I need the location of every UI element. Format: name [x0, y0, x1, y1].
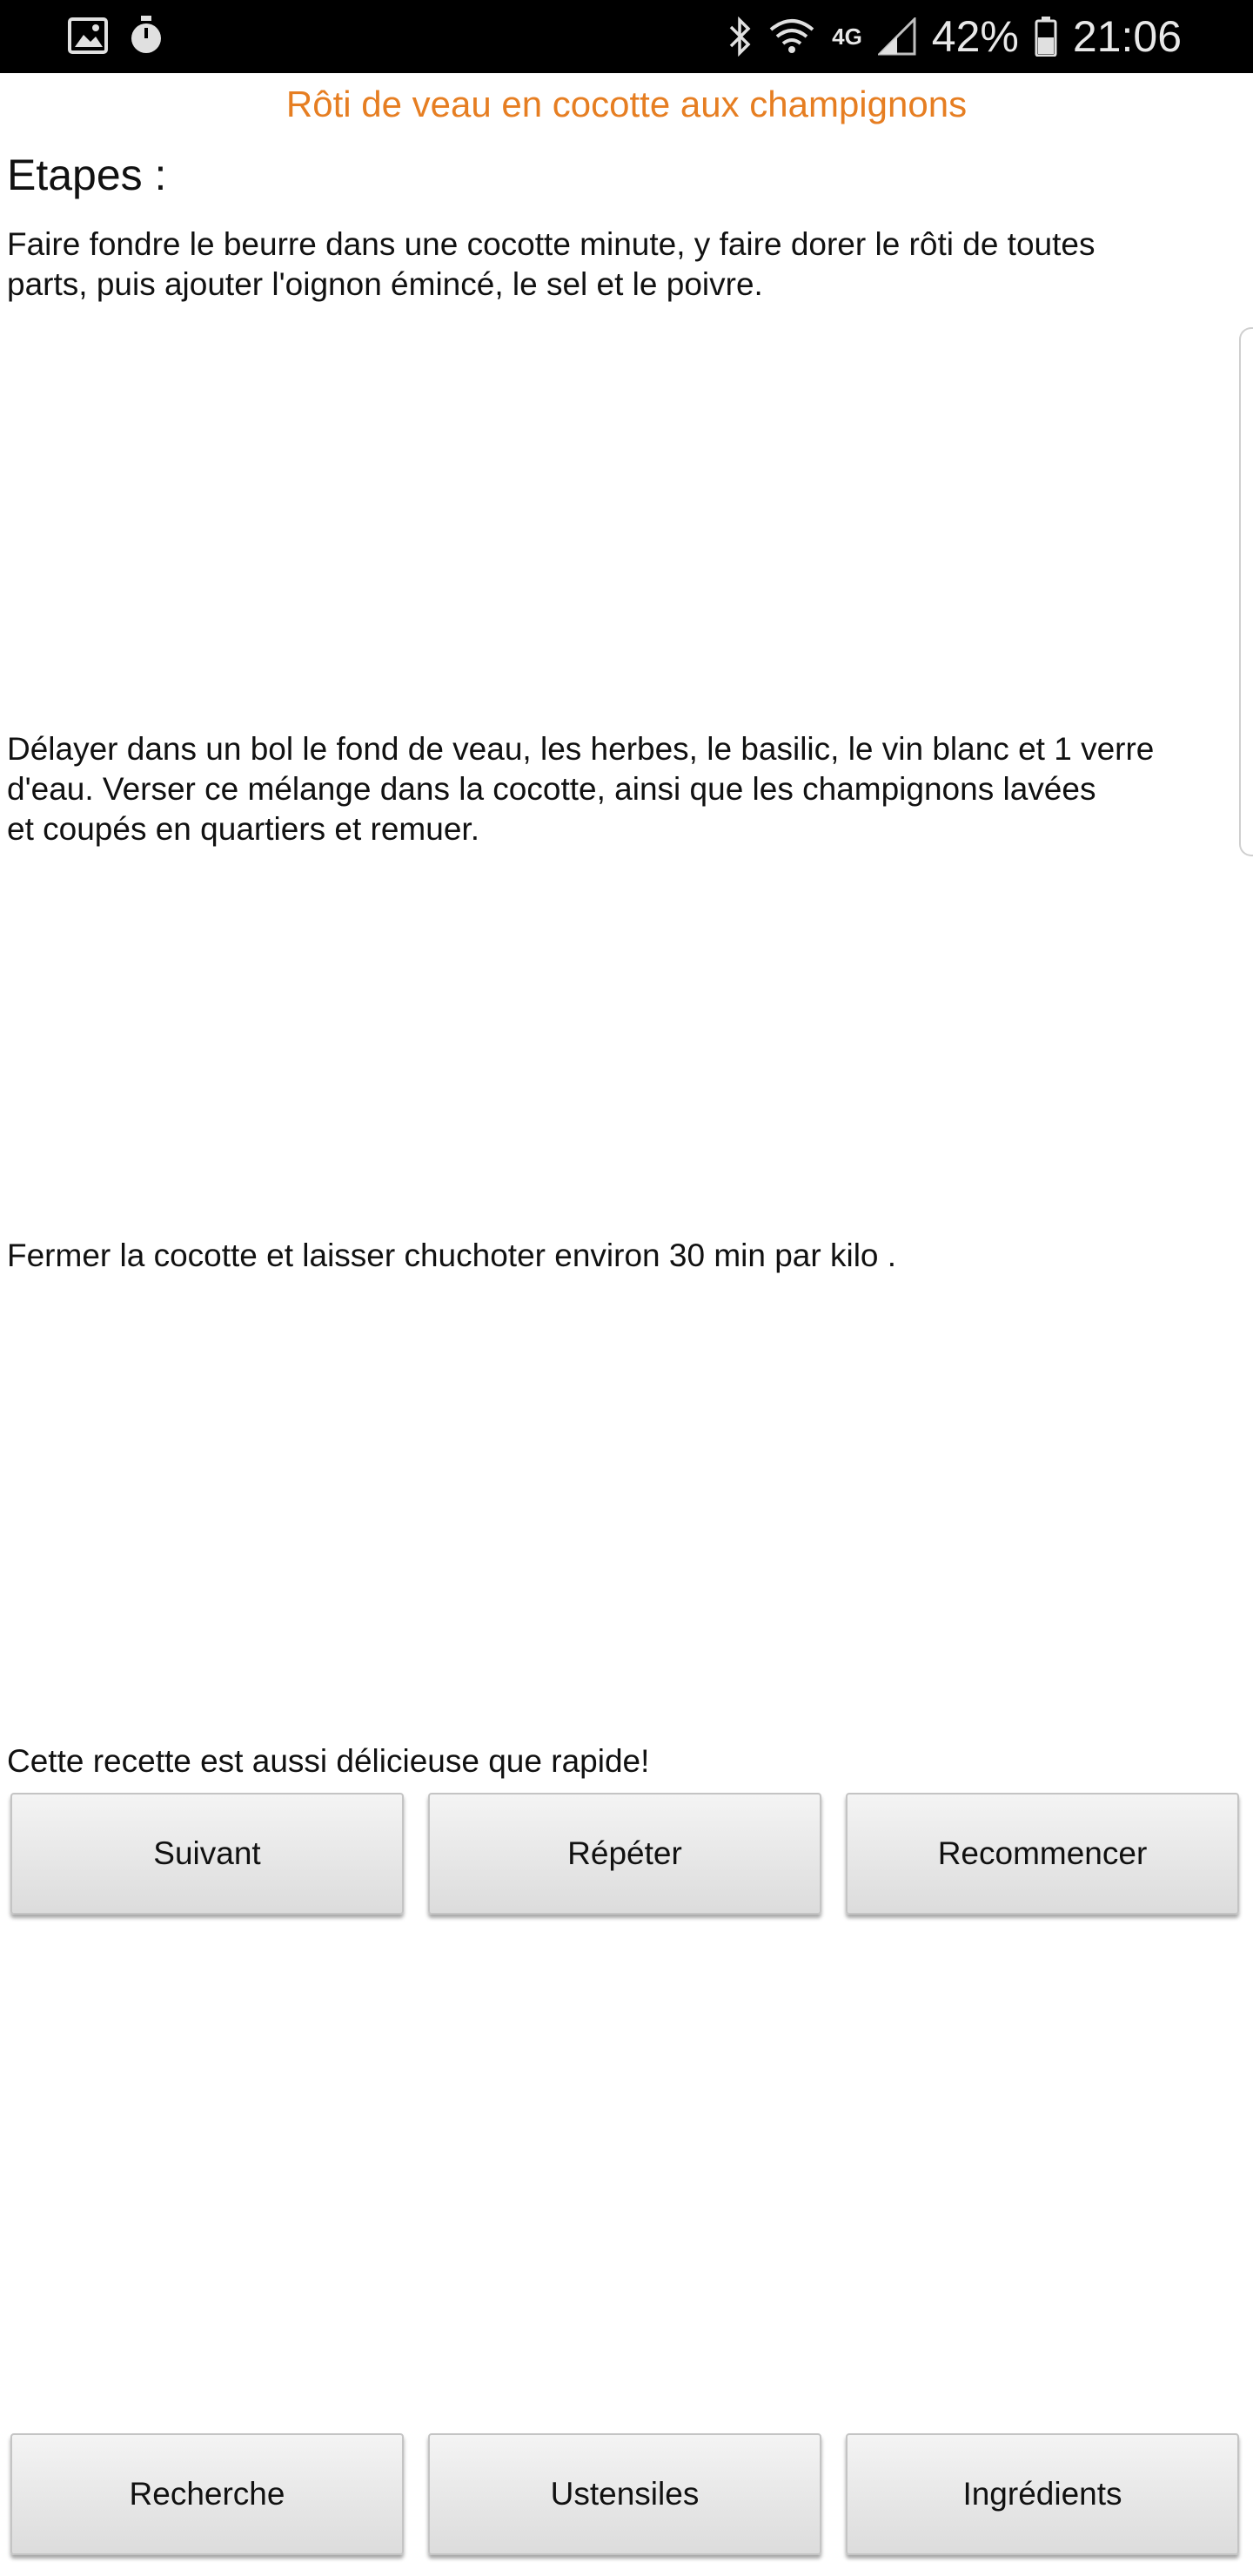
ingredients-button[interactable]: Ingrédients [846, 2433, 1239, 2555]
step-text: Faire fondre le beurre dans une cocotte minute, y faire dorer le rôti de toutes parts, puis ajouter l'oignon émincé, le sel et le poivre. [7, 226, 1096, 302]
repeat-button[interactable]: Répéter [428, 1793, 821, 1915]
step-text: Délayer dans un bol le fond de veau, les herbes, le basilic, le vin blanc et 1 verre d'eau. Verser ce mélange dans la cocotte, ainsi que les champignons lavées et coupés en quartiers et remuer. [7, 731, 1155, 847]
battery-percent: 42% [931, 12, 1019, 61]
bluetooth-icon [727, 17, 752, 57]
network-type-label: 4G [832, 23, 862, 50]
search-button[interactable]: Recherche [10, 2433, 404, 2555]
image-icon [68, 17, 108, 54]
next-button[interactable]: Suivant [10, 1793, 404, 1915]
battery-icon [1035, 17, 1057, 57]
utensils-button[interactable]: Ustensiles [428, 2433, 821, 2555]
scroll-indicator[interactable] [1239, 327, 1253, 856]
stopwatch-icon [129, 16, 164, 56]
status-bar [0, 0, 1253, 73]
steps-heading: Etapes : [7, 151, 167, 199]
wifi-icon [767, 17, 816, 56]
clock: 21:06 [1072, 12, 1182, 61]
step-text: Cette recette est aussi délicieuse que rapide! [7, 1743, 650, 1779]
signal-icon [878, 17, 916, 56]
step-text: Fermer la cocotte et laisser chuchoter environ 30 min par kilo . [7, 1238, 897, 1273]
restart-button[interactable]: Recommencer [846, 1793, 1239, 1915]
recipe-title: Rôti de veau en cocotte aux champignons [285, 84, 968, 124]
